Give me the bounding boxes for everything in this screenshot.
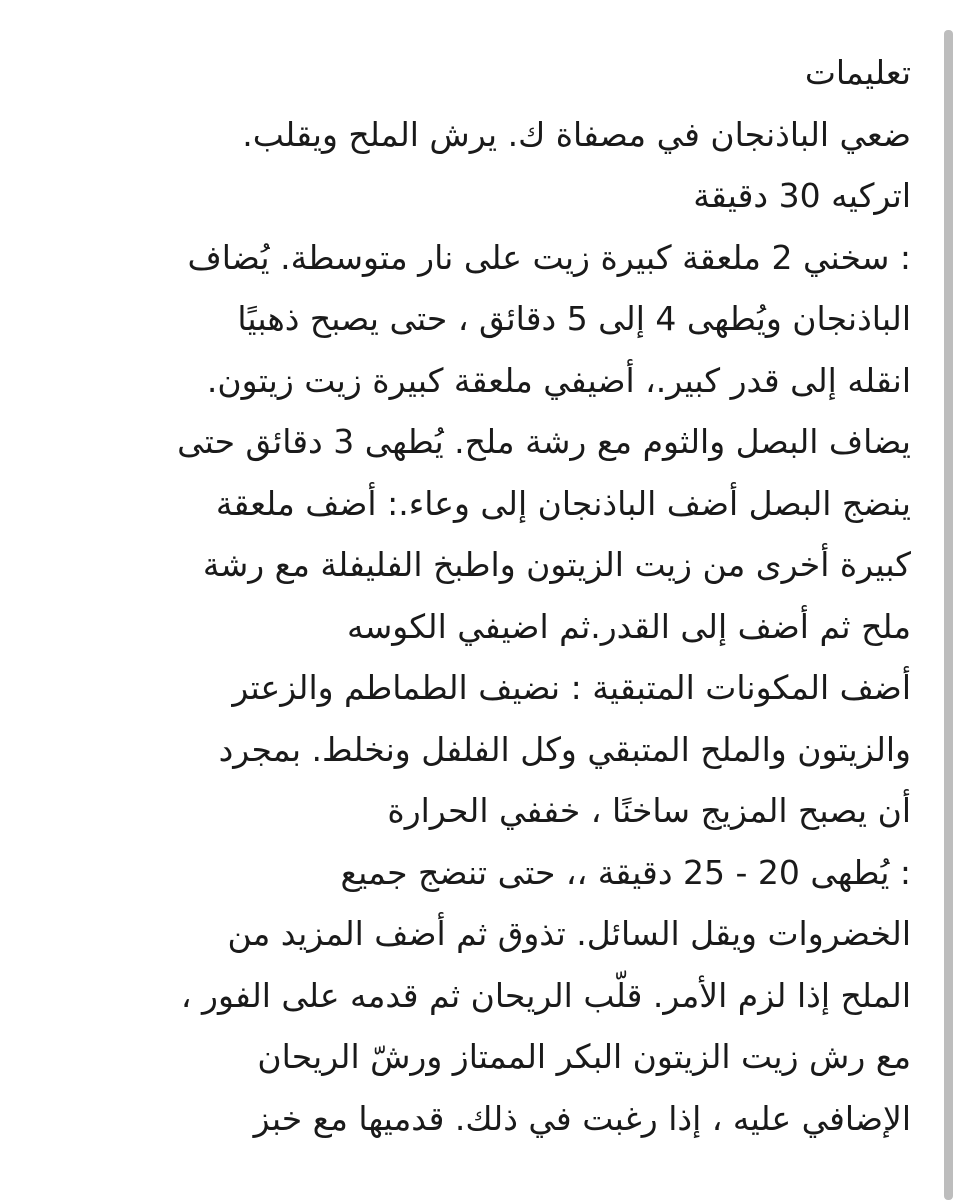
text-line: الخضروات ويقل السائل. تذوق ثم أضف المزيد من [227, 914, 911, 953]
instructions-heading: تعليمات [804, 53, 911, 92]
text-line: كبيرة أخرى من زيت الزيتون واطبخ الفليفلة مع رشة [202, 545, 911, 584]
text-line: الملح إذا لزم الأمر. قلّب الريحان ثم قدمه على الفور ، [180, 975, 911, 1015]
scrollbar-thumb[interactable] [944, 30, 953, 1200]
text-line: : سخني 2 ملعقة كبيرة زيت على نار متوسطة. يُضاف [187, 237, 911, 277]
text-line: ملح ثم أضف إلى القدر.ثم اضيفي الكوسه [346, 606, 911, 646]
text-line: أضف المكونات المتبقية : نضيف الطماطم والزعتر [232, 668, 911, 707]
text-line: مع رش زيت الزيتون البكر الممتاز ورشّ الريحان [257, 1037, 911, 1076]
text-line: الباذنجان ويُطهى 4 إلى 5 دقائق ، حتى يصبح ذهبيًا [237, 299, 911, 338]
text-line: والزيتون والملح المتبقي وكل الفلفل ونخلط. بمجرد [218, 729, 911, 769]
text-line: أن يصبح المزيج ساخنًا ، خففي الحرارة [387, 791, 911, 830]
text-line: ينضج البصل أضف الباذنجان إلى وعاء.: أضف ملعقة [215, 483, 911, 523]
text-line: اتركيه 30 دقيقة [693, 176, 911, 215]
text-line: : يُطهى 20 - 25 دقيقة ،، حتى تنضج جميع [340, 852, 911, 892]
text-line: انقله إلى قدر كبير.، أضيفي ملعقة كبيرة زيت زيتون. [206, 360, 911, 400]
recipe-instructions-text [51, 42, 911, 1149]
text-line: الإضافي عليه ، إذا رغبت في ذلك. قدميها مع خبز [253, 1098, 911, 1138]
text-line: يضاف البصل والثوم مع رشة ملح. يُطهى 3 دقائق حتى [177, 422, 911, 461]
text-line: ضعي الباذنجان في مصفاة ك. يرش الملح ويقلب. [242, 114, 911, 154]
